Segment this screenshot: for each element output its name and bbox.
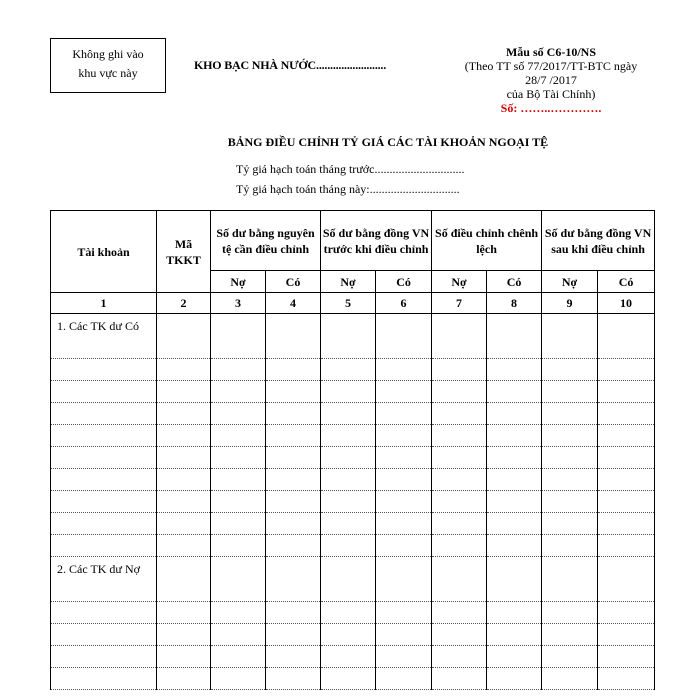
table-cell (598, 381, 655, 403)
table-cell (376, 624, 432, 646)
table-cell (432, 557, 487, 602)
table-cell (157, 359, 211, 381)
table-cell (157, 535, 211, 557)
table-cell (211, 646, 266, 668)
table-cell (157, 557, 211, 602)
blank-row (51, 447, 655, 469)
table-cell (157, 447, 211, 469)
table-cell (321, 403, 376, 425)
table-cell (376, 447, 432, 469)
table-cell (266, 646, 321, 668)
table-cell (51, 425, 157, 447)
blank-row (51, 469, 655, 491)
table-cell (266, 557, 321, 602)
column-number-row (51, 293, 655, 314)
table-cell (321, 359, 376, 381)
table-cell (487, 557, 542, 602)
table-cell (598, 624, 655, 646)
table-cell (211, 359, 266, 381)
section-label: 1. Các TK dư Có (51, 314, 157, 359)
header-credit: Có (487, 271, 542, 293)
table-cell (51, 513, 157, 535)
table-cell (376, 668, 432, 690)
blank-row (51, 381, 655, 403)
table-cell (376, 381, 432, 403)
column-number: 5 (321, 293, 376, 314)
table-cell (432, 668, 487, 690)
section-row (51, 557, 655, 602)
document-number: Số: ……..…………. (500, 101, 602, 115)
table-cell (598, 646, 655, 668)
table-cell (211, 668, 266, 690)
table-cell (51, 447, 157, 469)
table-cell (51, 381, 157, 403)
table-cell (487, 513, 542, 535)
table-cell (542, 624, 598, 646)
column-number: 8 (487, 293, 542, 314)
table-cell (51, 359, 157, 381)
table-cell (51, 469, 157, 491)
table-cell (487, 381, 542, 403)
table-cell (266, 314, 321, 359)
table-cell (266, 624, 321, 646)
table-cell (211, 535, 266, 557)
table-cell (211, 602, 266, 624)
table-cell (321, 469, 376, 491)
header-account-code (157, 211, 211, 293)
table-cell (598, 403, 655, 425)
table-cell (51, 624, 157, 646)
table-cell (266, 359, 321, 381)
table-cell (157, 624, 211, 646)
table-cell (598, 425, 655, 447)
previous-month-rate: Tỷ giá hạch toán tháng trước.............................. (236, 162, 465, 176)
header-debit: Nợ (542, 271, 598, 293)
blank-row (51, 513, 655, 535)
table-cell (487, 447, 542, 469)
table-cell (157, 403, 211, 425)
header-credit: Có (266, 271, 321, 293)
header-debit: Nợ (211, 271, 266, 293)
table-cell (157, 425, 211, 447)
table-cell (211, 557, 266, 602)
section-label: 2. Các TK dư Nợ (51, 557, 157, 602)
table-cell (51, 403, 157, 425)
table-cell (542, 513, 598, 535)
table-cell (376, 535, 432, 557)
table-cell (157, 513, 211, 535)
table-cell (51, 535, 157, 557)
table-cell (376, 646, 432, 668)
column-number: 1 (51, 293, 157, 314)
blank-row (51, 403, 655, 425)
table-cell (51, 491, 157, 513)
table-cell (157, 314, 211, 359)
table-cell (266, 469, 321, 491)
table-cell (487, 491, 542, 513)
restricted-area-line1: Không ghi vào (72, 47, 144, 61)
table-cell (432, 381, 487, 403)
form-basis-line1: (Theo TT số 77/2017/TT-BTC ngày (464, 59, 638, 73)
table-cell (211, 513, 266, 535)
header-credit: Có (598, 271, 655, 293)
table-cell (266, 381, 321, 403)
table-cell (321, 535, 376, 557)
table-cell (266, 602, 321, 624)
table-cell (157, 646, 211, 668)
table-cell (432, 469, 487, 491)
column-number: 6 (376, 293, 432, 314)
table-cell (321, 314, 376, 359)
table-cell (211, 624, 266, 646)
table-cell (598, 447, 655, 469)
table-cell (266, 513, 321, 535)
table-cell (321, 557, 376, 602)
table-cell (321, 447, 376, 469)
table-cell (266, 403, 321, 425)
table-cell (376, 425, 432, 447)
column-number: 9 (542, 293, 598, 314)
table-cell (542, 469, 598, 491)
blank-row (51, 624, 655, 646)
table-cell (157, 668, 211, 690)
table-cell (51, 646, 157, 668)
header-account-code-line1: Mã (174, 236, 193, 251)
table-cell (376, 359, 432, 381)
header-account-code-line2: TKKT (166, 252, 201, 267)
table-cell (598, 469, 655, 491)
table-cell (376, 403, 432, 425)
table-cell (376, 491, 432, 513)
column-number: 4 (266, 293, 321, 314)
table-cell (542, 314, 598, 359)
table-cell (321, 646, 376, 668)
header-credit: Có (376, 271, 432, 293)
table-cell (211, 425, 266, 447)
table-cell (542, 447, 598, 469)
table-cell (598, 602, 655, 624)
table-cell (598, 359, 655, 381)
table-cell (376, 513, 432, 535)
table-cell (542, 491, 598, 513)
header-account: Tài khoản (51, 211, 157, 293)
table-cell (542, 557, 598, 602)
table-cell (487, 624, 542, 646)
adjustment-table (50, 210, 655, 690)
table-cell (542, 535, 598, 557)
table-cell (487, 359, 542, 381)
table-cell (432, 447, 487, 469)
table-cell (321, 513, 376, 535)
table-cell (432, 602, 487, 624)
table-cell (211, 469, 266, 491)
header-vnd-balance-after: Số dư bằng đồng VN sau khi điều chỉnh (542, 211, 655, 271)
table-cell (211, 447, 266, 469)
table-cell (321, 381, 376, 403)
table-cell (157, 469, 211, 491)
table-cell (266, 425, 321, 447)
table-cell (487, 602, 542, 624)
table-cell (432, 425, 487, 447)
table-cell (542, 403, 598, 425)
current-month-rate: Tỷ giá hạch toán tháng này:.............................. (236, 182, 460, 196)
table-cell (598, 491, 655, 513)
table-cell (51, 602, 157, 624)
table-cell (432, 359, 487, 381)
column-number: 2 (157, 293, 211, 314)
table-cell (432, 646, 487, 668)
table-cell (321, 624, 376, 646)
column-number: 7 (432, 293, 487, 314)
table-cell (487, 314, 542, 359)
table-cell (542, 359, 598, 381)
form-code-block (440, 45, 662, 115)
form-basis-line3: của Bộ Tài Chính) (506, 87, 596, 101)
header-adjustment-difference: Số điều chỉnh chênh lệch (432, 211, 542, 271)
table-cell (487, 469, 542, 491)
header-debit: Nợ (432, 271, 487, 293)
header-debit: Nợ (321, 271, 376, 293)
column-number: 10 (598, 293, 655, 314)
table-cell (157, 381, 211, 403)
restricted-area-line2: khu vực này (78, 66, 138, 80)
table-cell (487, 646, 542, 668)
table-cell (487, 403, 542, 425)
table-cell (211, 381, 266, 403)
table-cell (598, 314, 655, 359)
table-cell (487, 425, 542, 447)
table-cell (432, 314, 487, 359)
blank-row (51, 359, 655, 381)
section-row (51, 314, 655, 359)
header-original-currency-balance: Số dư bằng nguyên tệ cần điều chỉnh (211, 211, 321, 271)
table-cell (542, 668, 598, 690)
table-cell (432, 513, 487, 535)
table-cell (487, 535, 542, 557)
table-cell (211, 314, 266, 359)
table-cell (376, 557, 432, 602)
table-cell (487, 668, 542, 690)
form-code: Mẫu số C6-10/NS (505, 45, 596, 59)
table-cell (598, 535, 655, 557)
agency-name: KHO BẠC NHÀ NƯỚC......................... (194, 58, 387, 72)
header-vnd-balance-before: Số dư bằng đồng VN trước khi điều chỉnh (321, 211, 432, 271)
table-cell (266, 668, 321, 690)
table-cell (211, 403, 266, 425)
column-number: 3 (211, 293, 266, 314)
table-cell (432, 535, 487, 557)
blank-row (51, 668, 655, 690)
table-cell (542, 425, 598, 447)
table-cell (376, 602, 432, 624)
table-cell (432, 624, 487, 646)
table-cell (542, 646, 598, 668)
table-cell (376, 314, 432, 359)
table-cell (157, 602, 211, 624)
table-cell (432, 403, 487, 425)
table-cell (542, 602, 598, 624)
table-cell (321, 491, 376, 513)
blank-row (51, 425, 655, 447)
table-cell (432, 491, 487, 513)
table-cell (51, 668, 157, 690)
table-cell (598, 557, 655, 602)
table-cell (598, 513, 655, 535)
table-cell (321, 602, 376, 624)
blank-row (51, 602, 655, 624)
table-cell (266, 535, 321, 557)
table-cell (211, 491, 266, 513)
form-basis-line2: 28/7 /2017 (525, 73, 577, 87)
table-cell (321, 425, 376, 447)
table-cell (157, 491, 211, 513)
blank-row (51, 491, 655, 513)
table-cell (266, 491, 321, 513)
table-cell (542, 381, 598, 403)
blank-row (51, 535, 655, 557)
document-title: BẢNG ĐIỀU CHỈNH TỶ GIÁ CÁC TÀI KHOẢN NGOẠI TỆ (227, 135, 549, 149)
table-cell (598, 668, 655, 690)
restricted-area-box (50, 38, 166, 93)
table-cell (266, 447, 321, 469)
blank-row (51, 646, 655, 668)
table-cell (321, 668, 376, 690)
table-cell (376, 469, 432, 491)
